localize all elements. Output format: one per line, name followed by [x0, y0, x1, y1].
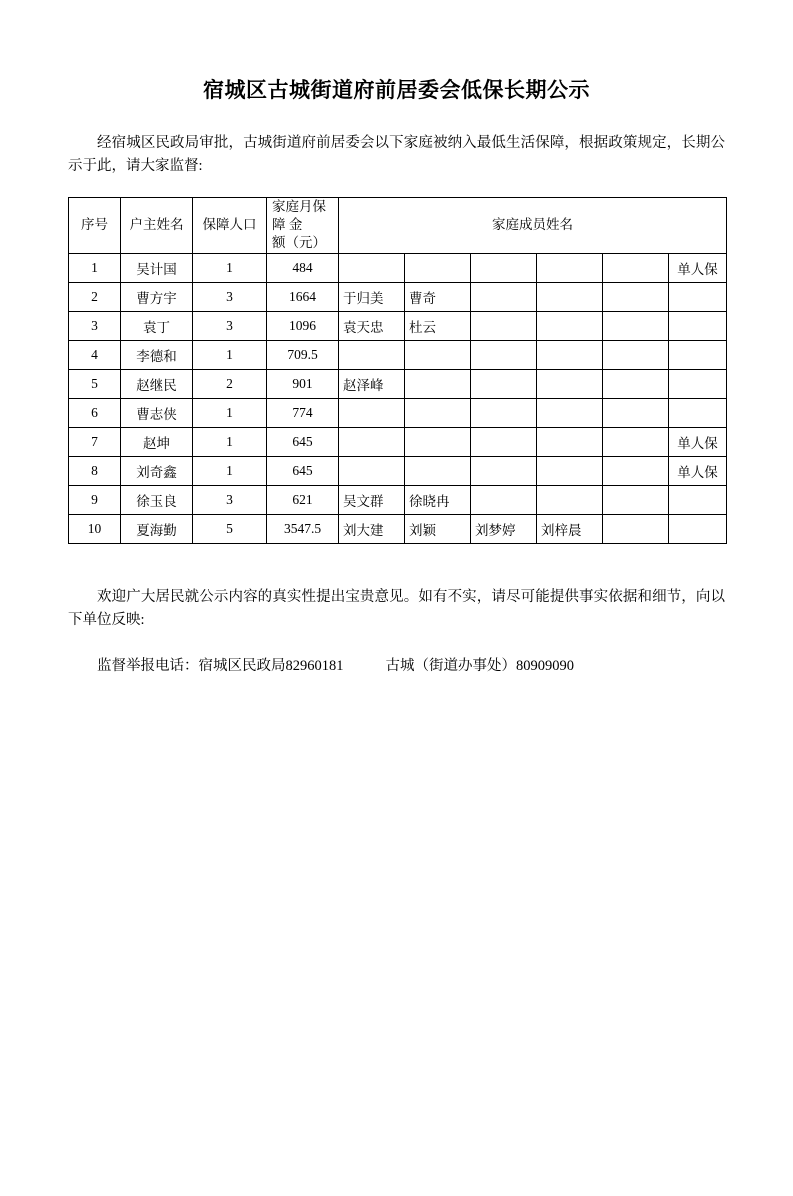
cell-people: 5 — [193, 514, 267, 543]
cell-people: 3 — [193, 311, 267, 340]
cell-member-1 — [339, 427, 405, 456]
cell-householder: 曹方宇 — [121, 282, 193, 311]
cell-member-3: 刘梦婷 — [471, 514, 537, 543]
cell-member-2 — [405, 253, 471, 282]
column-header-people — [193, 197, 267, 253]
cell-member-5 — [603, 485, 669, 514]
cell-amount: 645 — [267, 427, 339, 456]
cell-amount: 3547.5 — [267, 514, 339, 543]
column-header-amount-line3: 额（元） — [272, 235, 326, 251]
cell-member-5 — [603, 456, 669, 485]
cell-amount: 484 — [267, 253, 339, 282]
cell-member-3 — [471, 253, 537, 282]
column-header-members-label: 家庭成员姓名 — [492, 217, 573, 233]
cell-householder: 袁丁 — [121, 311, 193, 340]
cell-member-3 — [471, 427, 537, 456]
cell-note — [669, 282, 727, 311]
cell-note — [669, 311, 727, 340]
cell-member-2: 徐晓冉 — [405, 485, 471, 514]
cell-note: 单人保 — [669, 427, 727, 456]
cell-people: 3 — [193, 282, 267, 311]
cell-householder: 夏海勤 — [121, 514, 193, 543]
cell-householder: 刘奇鑫 — [121, 456, 193, 485]
cell-member-4 — [537, 427, 603, 456]
cell-note — [669, 369, 727, 398]
cell-note — [669, 340, 727, 369]
cell-member-1: 袁天忠 — [339, 311, 405, 340]
cell-member-4 — [537, 253, 603, 282]
cell-people: 3 — [193, 485, 267, 514]
cell-note: 单人保 — [669, 253, 727, 282]
cell-member-1: 吴文群 — [339, 485, 405, 514]
cell-amount: 621 — [267, 485, 339, 514]
table-row — [69, 282, 727, 311]
cell-amount: 901 — [267, 369, 339, 398]
cell-householder: 李德和 — [121, 340, 193, 369]
cell-seq: 10 — [69, 514, 121, 543]
cell-seq: 4 — [69, 340, 121, 369]
cell-people: 1 — [193, 253, 267, 282]
column-header-amount — [267, 197, 339, 253]
feedback-paragraph: 欢迎广大居民就公示内容的真实性提出宝贵意见。如有不实，请尽可能提供事实依据和细节，向以下单位反映: — [68, 588, 725, 629]
cell-member-5 — [603, 369, 669, 398]
column-header-amount-line1: 家庭月保 — [272, 198, 326, 214]
cell-note — [669, 398, 727, 427]
table-row — [69, 311, 727, 340]
cell-member-1 — [339, 456, 405, 485]
cell-householder: 曹志侠 — [121, 398, 193, 427]
table-row — [69, 427, 727, 456]
cell-member-3 — [471, 311, 537, 340]
cell-member-2 — [405, 427, 471, 456]
cell-householder: 吴计国 — [121, 253, 193, 282]
intro-paragraph: 经宿城区民政局审批，古城街道府前居委会以下家庭被纳入最低生活保障，根据政策规定，长期公示于此，请大家监督: — [68, 135, 725, 175]
cell-member-5 — [603, 253, 669, 282]
table-header-row — [69, 197, 727, 253]
cell-householder: 赵坤 — [121, 427, 193, 456]
cell-amount: 709.5 — [267, 340, 339, 369]
column-header-members — [339, 197, 727, 253]
table-row — [69, 485, 727, 514]
cell-seq: 9 — [69, 485, 121, 514]
cell-householder: 赵继民 — [121, 369, 193, 398]
cell-member-2: 杜云 — [405, 311, 471, 340]
cell-member-2 — [405, 398, 471, 427]
table-row — [69, 398, 727, 427]
cell-amount: 774 — [267, 398, 339, 427]
cell-member-1: 于归美 — [339, 282, 405, 311]
column-header-householder-label: 户主姓名 — [129, 217, 184, 233]
cell-member-1 — [339, 253, 405, 282]
cell-amount: 1664 — [267, 282, 339, 311]
cell-amount: 645 — [267, 456, 339, 485]
column-header-householder — [121, 197, 193, 253]
cell-seq: 3 — [69, 311, 121, 340]
cell-householder: 徐玉良 — [121, 485, 193, 514]
cell-member-2: 曹奇 — [405, 282, 471, 311]
cell-member-1 — [339, 340, 405, 369]
cell-member-3 — [471, 485, 537, 514]
cell-seq: 6 — [69, 398, 121, 427]
contact-line — [68, 655, 725, 678]
contact-item-civil-affairs: 宿城区民政局82960181 — [198, 657, 344, 674]
cell-people: 2 — [193, 369, 267, 398]
cell-note: 单人保 — [669, 456, 727, 485]
cell-seq: 1 — [69, 253, 121, 282]
cell-member-4 — [537, 369, 603, 398]
cell-amount: 1096 — [267, 311, 339, 340]
cell-seq: 5 — [69, 369, 121, 398]
cell-member-4 — [537, 340, 603, 369]
cell-note — [669, 514, 727, 543]
cell-member-1 — [339, 398, 405, 427]
cell-people: 1 — [193, 398, 267, 427]
cell-member-4 — [537, 485, 603, 514]
page-title: 宿城区古城街道府前居委会低保长期公示 — [203, 78, 590, 102]
cell-member-3 — [471, 282, 537, 311]
cell-member-2: 刘颖 — [405, 514, 471, 543]
cell-member-4 — [537, 311, 603, 340]
table-row — [69, 514, 727, 543]
column-header-amount-line2: 障 金 — [272, 217, 303, 233]
cell-people: 1 — [193, 427, 267, 456]
cell-member-5 — [603, 514, 669, 543]
cell-member-5 — [603, 311, 669, 340]
cell-people: 1 — [193, 340, 267, 369]
cell-member-3 — [471, 456, 537, 485]
cell-seq: 8 — [69, 456, 121, 485]
cell-note — [669, 485, 727, 514]
cell-seq: 7 — [69, 427, 121, 456]
table-row — [69, 253, 727, 282]
cell-member-3 — [471, 369, 537, 398]
cell-member-4 — [537, 398, 603, 427]
cell-member-3 — [471, 398, 537, 427]
column-header-seq-label: 序号 — [81, 217, 108, 233]
low-income-household-table — [68, 197, 727, 544]
cell-member-2 — [405, 340, 471, 369]
table-row — [69, 340, 727, 369]
column-header-people-label: 保障人口 — [202, 217, 257, 233]
cell-member-5 — [603, 340, 669, 369]
cell-member-5 — [603, 398, 669, 427]
cell-member-1: 赵泽峰 — [339, 369, 405, 398]
cell-member-2 — [405, 369, 471, 398]
document-page — [0, 74, 793, 1196]
cell-member-3 — [471, 340, 537, 369]
table-row — [69, 369, 727, 398]
cell-member-2 — [405, 456, 471, 485]
cell-member-5 — [603, 282, 669, 311]
cell-member-4 — [537, 456, 603, 485]
contact-label: 监督举报电话： — [97, 657, 199, 674]
cell-member-1: 刘大建 — [339, 514, 405, 543]
cell-member-4 — [537, 282, 603, 311]
column-header-seq — [69, 197, 121, 253]
table-row — [69, 456, 727, 485]
cell-people: 1 — [193, 456, 267, 485]
cell-seq: 2 — [69, 282, 121, 311]
cell-member-4: 刘梓晨 — [537, 514, 603, 543]
contact-item-street-office: 古城（街道办事处）80909090 — [385, 657, 574, 674]
cell-member-5 — [603, 427, 669, 456]
column-header-amount-lines — [267, 198, 338, 253]
